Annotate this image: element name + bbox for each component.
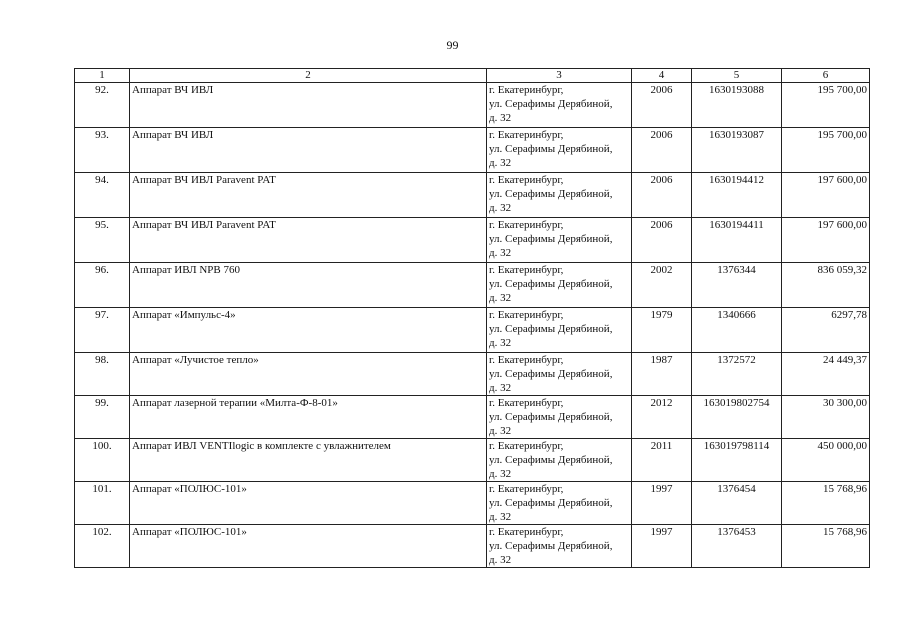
item-name: Аппарат ВЧ ИВЛ Paravent PAT (130, 173, 487, 218)
item-cost: 197 600,00 (782, 173, 870, 218)
table-row (75, 263, 870, 308)
row-number: 98. (75, 353, 130, 396)
item-inventory-number: 1630194412 (692, 173, 782, 218)
item-year: 2006 (632, 83, 692, 128)
item-address (487, 308, 632, 353)
address-street: ул. Серафимы Дерябиной, (489, 411, 613, 423)
page-number: 99 (446, 38, 459, 52)
row-number: 102. (75, 525, 130, 568)
address-building: д. 32 (489, 292, 512, 304)
item-inventory-number: 1372572 (692, 353, 782, 396)
item-inventory-number: 1630193087 (692, 128, 782, 173)
header-cell-number: 1 (75, 69, 130, 83)
item-year: 2006 (632, 218, 692, 263)
table-row (75, 525, 870, 568)
address-street: ул. Серафимы Дерябиной, (489, 278, 613, 290)
item-cost: 195 700,00 (782, 128, 870, 173)
row-number: 97. (75, 308, 130, 353)
address-city: г. Екатеринбург, (489, 354, 564, 366)
table-row (75, 308, 870, 353)
address-street: ул. Серафимы Дерябиной, (489, 323, 613, 335)
address-city: г. Екатеринбург, (489, 84, 564, 96)
header-cell-address: 3 (487, 69, 632, 83)
item-name: Аппарат ИВЛ VENTIlogic в комплекте с увлажнителем (130, 439, 487, 482)
row-number: 101. (75, 482, 130, 525)
address-building: д. 32 (489, 112, 512, 124)
item-name: Аппарат ВЧ ИВЛ Paravent PAT (130, 218, 487, 263)
table-row (75, 353, 870, 396)
row-number: 94. (75, 173, 130, 218)
item-year: 1987 (632, 353, 692, 396)
item-cost: 24 449,37 (782, 353, 870, 396)
table-row (75, 83, 870, 128)
table-row (75, 396, 870, 439)
item-cost: 15 768,96 (782, 525, 870, 568)
item-cost: 450 000,00 (782, 439, 870, 482)
address-city: г. Екатеринбург, (489, 440, 564, 452)
item-inventory-number: 1630193088 (692, 83, 782, 128)
item-cost: 197 600,00 (782, 218, 870, 263)
address-street: ул. Серафимы Дерябиной, (489, 454, 613, 466)
item-year: 2011 (632, 439, 692, 482)
row-number: 99. (75, 396, 130, 439)
row-number: 95. (75, 218, 130, 263)
item-address (487, 439, 632, 482)
header-cell-inventory: 5 (692, 69, 782, 83)
address-building: д. 32 (489, 468, 512, 480)
address-city: г. Екатеринбург, (489, 483, 564, 495)
item-name: Аппарат «ПОЛЮС-101» (130, 482, 487, 525)
address-city: г. Екатеринбург, (489, 129, 564, 141)
header-row (75, 69, 870, 83)
item-year: 1997 (632, 482, 692, 525)
address-city: г. Екатеринбург, (489, 219, 564, 231)
address-building: д. 32 (489, 554, 512, 566)
header-cell-cost: 6 (782, 69, 870, 83)
item-inventory-number: 1376454 (692, 482, 782, 525)
item-year: 1979 (632, 308, 692, 353)
address-street: ул. Серафимы Дерябиной, (489, 540, 613, 552)
address-building: д. 32 (489, 511, 512, 523)
item-year: 2006 (632, 128, 692, 173)
address-street: ул. Серафимы Дерябиной, (489, 368, 613, 380)
item-name: Аппарат лазерной терапии «Милта-Ф-8-01» (130, 396, 487, 439)
item-inventory-number: 163019798114 (692, 439, 782, 482)
item-address (487, 218, 632, 263)
item-address (487, 263, 632, 308)
table-row (75, 482, 870, 525)
item-cost: 6297,78 (782, 308, 870, 353)
item-name: Аппарат ВЧ ИВЛ (130, 83, 487, 128)
item-cost: 30 300,00 (782, 396, 870, 439)
item-cost: 195 700,00 (782, 83, 870, 128)
address-street: ул. Серафимы Дерябиной, (489, 188, 613, 200)
item-year: 2012 (632, 396, 692, 439)
table-header (75, 69, 870, 83)
item-name: Аппарат «Лучистое тепло» (130, 353, 487, 396)
address-street: ул. Серафимы Дерябиной, (489, 98, 613, 110)
address-city: г. Екатеринбург, (489, 397, 564, 409)
item-cost: 836 059,32 (782, 263, 870, 308)
table-row (75, 173, 870, 218)
table-row (75, 218, 870, 263)
item-address (487, 353, 632, 396)
item-address (487, 83, 632, 128)
item-address (487, 128, 632, 173)
item-inventory-number: 1340666 (692, 308, 782, 353)
item-inventory-number: 1376453 (692, 525, 782, 568)
item-address (487, 482, 632, 525)
address-street: ул. Серафимы Дерябиной, (489, 497, 613, 509)
item-address (487, 396, 632, 439)
item-name: Аппарат ВЧ ИВЛ (130, 128, 487, 173)
property-registry-table (74, 68, 870, 568)
row-number: 93. (75, 128, 130, 173)
item-inventory-number: 1376344 (692, 263, 782, 308)
address-street: ул. Серафимы Дерябиной, (489, 233, 613, 245)
item-year: 2006 (632, 173, 692, 218)
address-street: ул. Серафимы Дерябиной, (489, 143, 613, 155)
table-body (75, 83, 870, 568)
address-building: д. 32 (489, 337, 512, 349)
address-building: д. 32 (489, 425, 512, 437)
item-name: Аппарат «Импульс-4» (130, 308, 487, 353)
address-building: д. 32 (489, 382, 512, 394)
address-building: д. 32 (489, 202, 512, 214)
item-name: Аппарат ИВЛ NPB 760 (130, 263, 487, 308)
address-city: г. Екатеринбург, (489, 309, 564, 321)
row-number: 92. (75, 83, 130, 128)
row-number: 96. (75, 263, 130, 308)
item-name: Аппарат «ПОЛЮС-101» (130, 525, 487, 568)
item-year: 1997 (632, 525, 692, 568)
address-building: д. 32 (489, 247, 512, 259)
item-cost: 15 768,96 (782, 482, 870, 525)
item-address (487, 173, 632, 218)
row-number: 100. (75, 439, 130, 482)
item-year: 2002 (632, 263, 692, 308)
item-address (487, 525, 632, 568)
address-city: г. Екатеринбург, (489, 264, 564, 276)
item-inventory-number: 1630194411 (692, 218, 782, 263)
item-inventory-number: 163019802754 (692, 396, 782, 439)
address-city: г. Екатеринбург, (489, 526, 564, 538)
address-city: г. Екатеринбург, (489, 174, 564, 186)
table-row (75, 128, 870, 173)
header-cell-year: 4 (632, 69, 692, 83)
address-building: д. 32 (489, 157, 512, 169)
table-row (75, 439, 870, 482)
header-cell-name: 2 (130, 69, 487, 83)
